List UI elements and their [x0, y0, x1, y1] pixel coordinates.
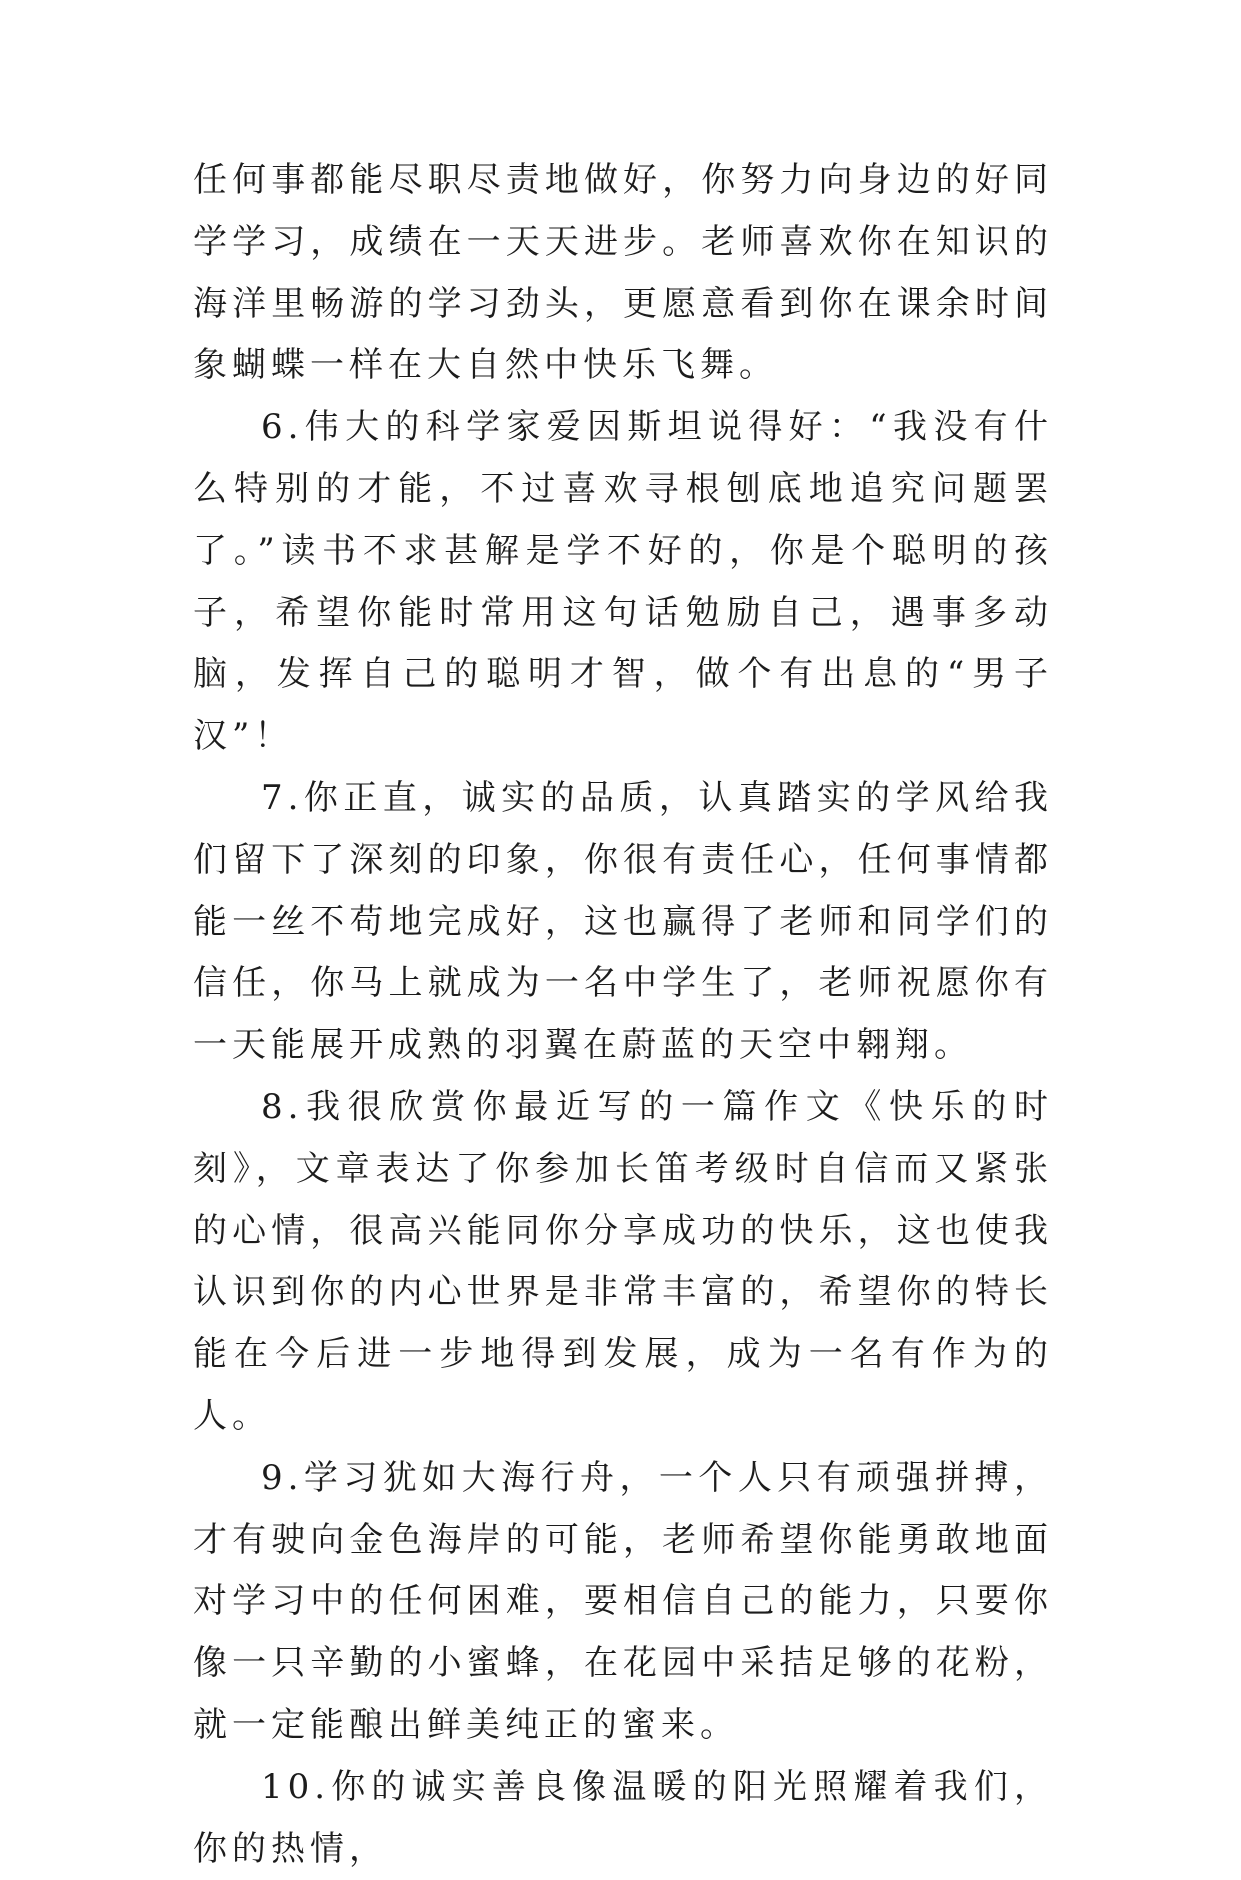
paragraph-item-9: 9.学习犹如大海行舟，一个人只有顽强拼搏，才有驶向金色海岸的可能，老师希望你能勇敢地面对学习中的任何困难，要相信自己的能力，只要你像一只辛勤的小蜜蜂，在花园中采拮足够的花粉，就一定能酿出鲜美纯正的蜜来。 [193, 1457, 1053, 1745]
paragraph-item-8: 8.我很欣赏你最近写的一篇作文《快乐的时刻》，文章表达了你参加长笛考级时自信而又紧张的心情，很高兴能同你分享成功的快乐，这也使我认识到你的内心世界是非常丰富的，希望你的特长能在今后进一步地得到发展，成为一名有作为的人。 [193, 1086, 1053, 1436]
paragraph-item-10: 10.你的诚实善良像温暖的阳光照耀着我们，你的热情， [193, 1766, 1053, 1869]
paragraph-continued: 任何事都能尽职尽责地做好，你努力向身边的好同学学习，成绩在一天天进步。老师喜欢你在知识的海洋里畅游的学习劲头，更愿意看到你在课余时间象蝴蝶一样在大自然中快乐飞舞。 [193, 160, 1053, 386]
paragraph-item-6: 6.伟大的科学家爱因斯坦说得好：“我没有什么特别的才能，不过喜欢寻根刨底地追究问题罢了。”读书不求甚解是学不好的，你是个聪明的孩子，希望你能时常用这句话勉励自己，遇事多动脑，发挥自己的聪明才智，做个有出息的“男子汉”！ [193, 407, 1053, 757]
document-body [193, 150, 1053, 1880]
paragraph-item-7: 7.你正直，诚实的品质，认真踏实的学风给我们留下了深刻的印象，你很有责任心，任何事情都能一丝不苟地完成好，这也赢得了老师和同学们的信任，你马上就成为一名中学生了，老师祝愿你有一天能展开成熟的羽翼在蔚蓝的天空中翱翔。 [193, 777, 1053, 1066]
